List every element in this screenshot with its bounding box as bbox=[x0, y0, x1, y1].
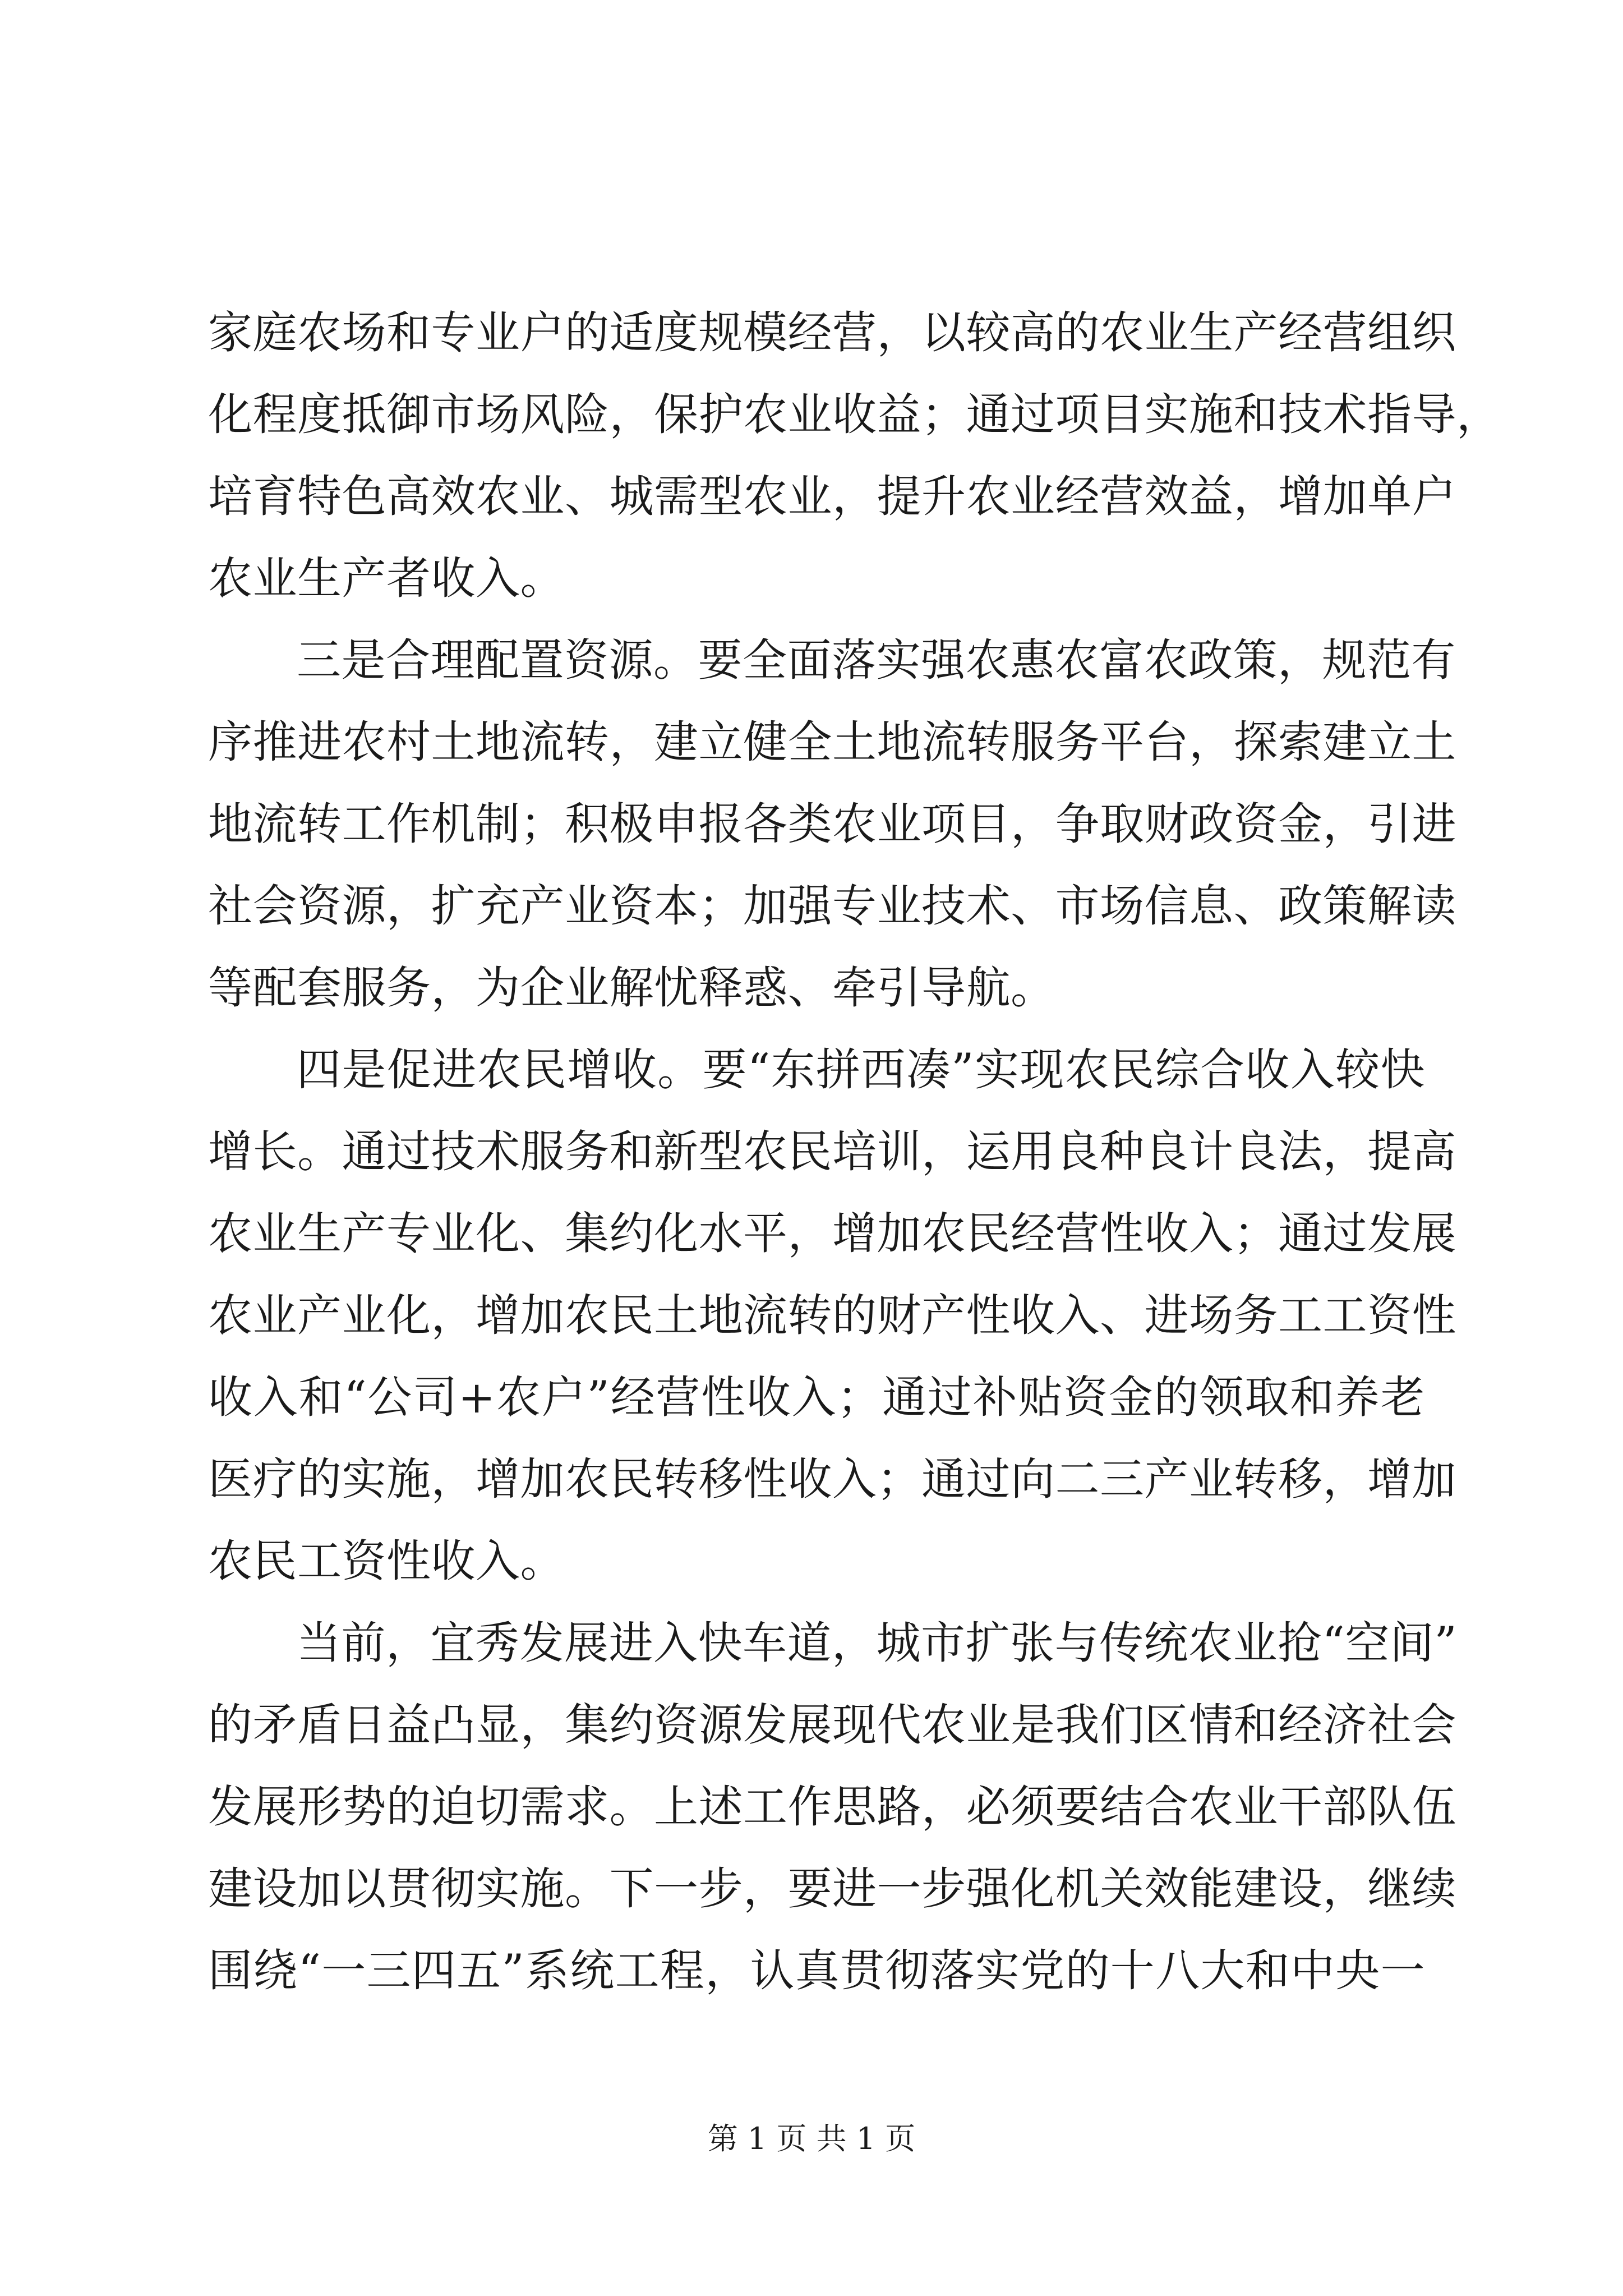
text-line: 围绕“一三四五”系统工程，认真贯彻落实党的十八大和中央一 bbox=[208, 1945, 1425, 1996]
text-line: 等配套服务，为企业解忧释惑、牵引导航。 bbox=[208, 962, 1055, 1014]
text-line: 农业生产者收入。 bbox=[208, 553, 565, 604]
text-line: 发展形势的迫切需求。上述工作思路，必须要结合农业干部队伍 bbox=[208, 1781, 1456, 1833]
text-line: 培育特色高效农业、城需型农业，提升农业经营效益，增加单户 bbox=[208, 471, 1456, 522]
text-line: 增长。通过技术服务和新型农民培训，运用良种良计良法，提高 bbox=[208, 1126, 1456, 1177]
text-line: 农业生产专业化、集约化水平，增加农民经营性收入；通过发展 bbox=[208, 1208, 1456, 1259]
text-line: 化程度抵御市场风险，保护农业收益；通过项目实施和技术指导， bbox=[208, 389, 1501, 440]
page-footer bbox=[0, 2115, 1623, 2158]
text-line: 农民工资性收入。 bbox=[208, 1535, 565, 1587]
text-line: 农业产业化，增加农民土地流转的财产性收入、进场务工工资性 bbox=[208, 1290, 1456, 1341]
text-line: 地流转工作机制；积极申报各类农业项目，争取财政资金，引进 bbox=[208, 798, 1456, 850]
page-number-label: 第 1 页 共 1 页 bbox=[707, 2121, 916, 2156]
text-line: 收入和“公司+农户”经营性收入；通过补贴资金的领取和养老 bbox=[208, 1372, 1425, 1423]
paragraph-start-line: 三是合理配置资源。要全面落实强农惠农富农政策，规范有 bbox=[297, 634, 1456, 686]
text-line: 社会资源，扩充产业资本；加强专业技术、市场信息、政策解读 bbox=[208, 880, 1456, 932]
text-line: 医疗的实施，增加农民转移性收入；通过向二三产业转移，增加 bbox=[208, 1453, 1456, 1505]
text-line: 家庭农场和专业户的适度规模经营，以较高的农业生产经营组织 bbox=[208, 307, 1456, 358]
paragraph-start-line: 当前，宜秀发展进入快车道，城市扩张与传统农业抢“空间” bbox=[297, 1617, 1458, 1669]
text-line: 序推进农村土地流转，建立健全土地流转服务平台，探索建立土 bbox=[208, 716, 1456, 768]
document-body bbox=[208, 292, 1501, 2012]
text-line: 的矛盾日益凸显，集约资源发展现代农业是我们区情和经济社会 bbox=[208, 1699, 1456, 1751]
text-line: 建设加以贯彻实施。下一步，要进一步强化机关效能建设，继续 bbox=[208, 1863, 1456, 1915]
paragraph-start-line: 四是促进农民增收。要“东拼西凑”实现农民综合收入较快 bbox=[297, 1044, 1425, 1096]
